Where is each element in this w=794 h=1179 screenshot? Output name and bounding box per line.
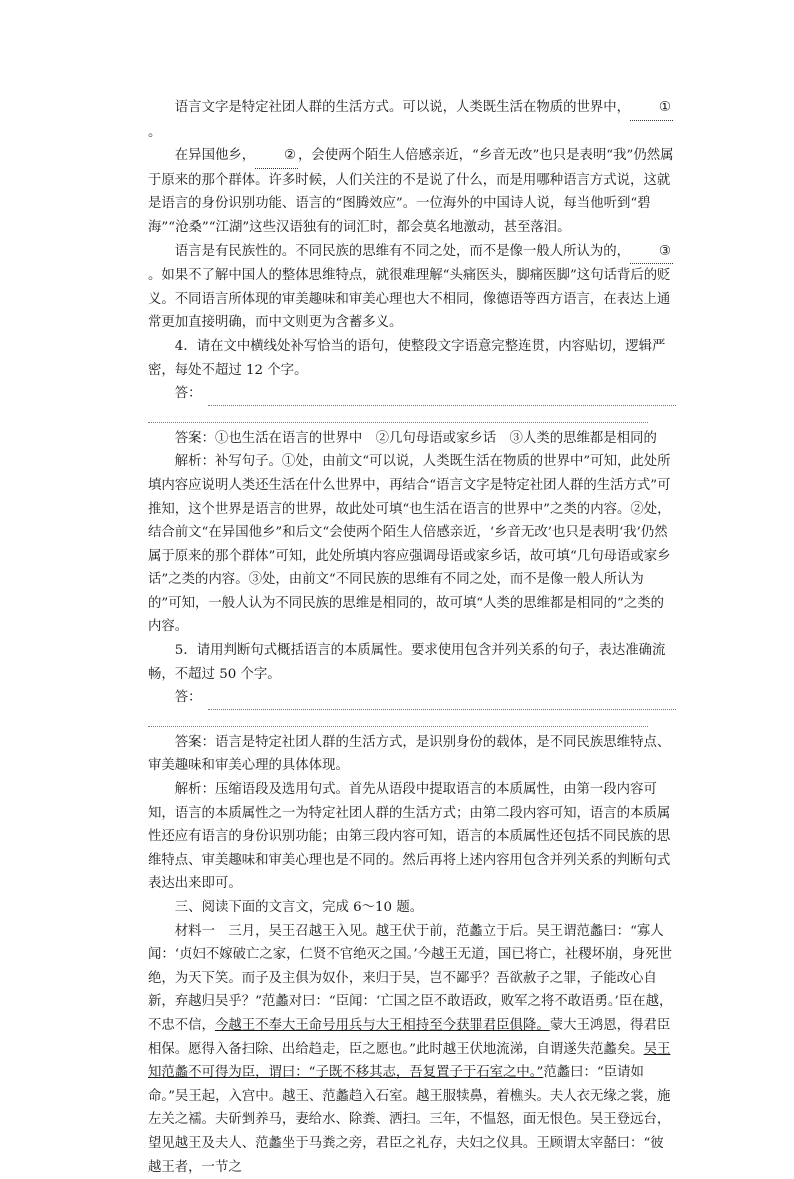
section-3-heading: 三、阅读下面的文言文，完成 6～10 题。 [174,900,424,915]
material-1-text-c: 范蠡曰：“臣请如命。”吴王起，入宫中。越王、范蠡趋入石室。越王服犊鼻，着樵头。夫人衣无缘之裳，施左关之襦。夫斫剉养马，妻给水、除粪、洒扫。三年，不愠怒，面无恨色。吴王登远台，望见越王及夫人、范蠡坐于马粪之旁，君臣之礼存，夫妇之仪具。王顾谓太宰嚭曰：“彼越王者，一节之 [148,1065,671,1175]
question-5: 5．请用判断句式概括语言的本质属性。要求使用包含并列关系的句子，表达准确流畅，不超过 50 个字。 [148,643,666,682]
paragraph-2-text-b: ，会使两个陌生人倍感亲近，“乡音无改”也只是表明“我”仍然属于原来的那个群体。许多时候，人们关注的不是说了什么，而是用哪种语言方式说，这就是语言的身份识别功能、语言的“图腾效应”。一位海外的中国诗人说，每当他听到“碧海”“沧桑”“江湖”这些汉语独有的词汇时，都会莫名地激动，甚至落泪。 [148,148,674,235]
question-4-answer: 答案：①也生活在语言的世界中 ②几句母语或家乡话 ③人类的思维都是相同的 [174,430,657,446]
answer-dotted-line-2 [148,710,648,727]
paragraph-3 [148,240,676,335]
underlined-sentence-2: 吴王知范蠡不可得为臣，谓曰：“子既不移其志，吾复置子于石室之中。” [148,1041,671,1081]
blank-1[interactable]: ① [630,96,673,121]
paragraph-1 [148,96,676,144]
underlined-sentence-1: 今越王不奉大王命号用兵与大王相持至今获罪君臣俱降。 [214,1017,550,1033]
material-1-text-b: 蒙大王鸿恩，得君臣相保。愿得入备扫除、出给趋走，臣之愿也。”此时越王伏地流涕，自谓遂失范蠡矣。 [148,1017,671,1057]
answer-dotted-line-2 [148,406,648,423]
answer-label: 答： [174,690,202,706]
paragraph-3-text-b: 。如果不了解中国人的整体思维特点，就很难理解“头痛医头，脚痛医脚”这句话背后的贬义。不同语言所体现的审美趣味和审美心理也大不相同，像德语等西方语言，在表达上通常更加直接明确，而中文则更为含蓄多义。 [148,268,671,331]
paragraph-2 [148,144,676,239]
question-5-answer: 答案：语言是特定社团人群的生活方式，是识别身份的载体，是不同民族思维特点、审美趣味和审美心理的具体体现。 [148,734,671,774]
answer-dotted-line [208,393,676,406]
answer-label: 答： [174,386,202,402]
blank-2[interactable]: ② [255,144,298,169]
paragraph-1-text-a: 语言文字是特定社团人群的生活方式。可以说，人类既生活在物质的世界中， [174,100,631,115]
blank-3[interactable]: ③ [630,240,673,265]
paragraph-1-text-b: 。 [148,124,162,140]
question-5-analysis: 解析：压缩语段及选用句式。首先从语段中提取语言的本质属性，由第一段内容可知，语言的本质属性之一为特定社团人群的生活方式；由第二段内容可知，语言的本质属性还应有语言的身份识别功能；由第三段内容可知，语言的本质属性还包括不同民族的思维特点、审美趣味和审美心理也是不同的。然后再将上述内容用包含并列关系的判断句式表达出来即可。 [148,782,671,892]
material-1-text-a: 材料一 三月，吴王召越王入见。越王伏于前，范蠡立于后。吴王谓范蠡曰：“寡人闻：‘贞妇不嫁破亡之家，仁贤不官绝灭之国。’今越王无道，国已将亡，社稷坏崩，身死世绝，为天下笑。而子及主俱为奴仆，来归于吴，岂不鄙乎？吾欲赦子之罪，子能改心自新，弃越归吴乎？”范蠡对曰：“臣闻：‘亡国之臣不敢语政，败军之将不敢语勇。’臣在越，不忠不信， [148,923,673,1033]
question-4-answer-line[interactable] [148,382,676,406]
question-4-analysis: 解析：补写句子。①处，由前文“可以说，人类既生活在物质的世界中”可知，此处所填内容应说明人类还生活在什么世界中，再结合“语言文字是特定社团人群的生活方式”可推知，这个世界是语言的世界，故此处可填“也生活在语言的世界中”之类的内容。②处，结合前文“在异国他乡”和后文“会使两个陌生人倍感亲近，‘乡音无改’也只是表明‘我’仍然属于原来的那个群体”可知，此处所填内容应强调母语或家乡话，故可填“几句母语或家乡话”之类的内容。③处，由前文“不同民族的思维有不同之处，而不是像一般人所认为的”可知，一般人认为不同民族的思维是相同的，故可填“人类的思维都是相同的”之类的内容。 [148,454,671,635]
question-4: 4．请在文中横线处补写恰当的语句，使整段文字语意完整连贯，内容贴切，逻辑严密，每处不超过 12 个字。 [148,338,666,378]
paragraph-3-text-a: 语言是有民族性的。不同民族的思维有不同之处，而不是像一般人所认为的， [174,243,631,259]
document-body [148,96,676,1179]
answer-dotted-line [208,697,676,710]
material-1 [148,920,676,1179]
question-5-answer-line[interactable] [148,686,676,710]
paragraph-2-text-a: 在异国他乡， [174,148,256,164]
